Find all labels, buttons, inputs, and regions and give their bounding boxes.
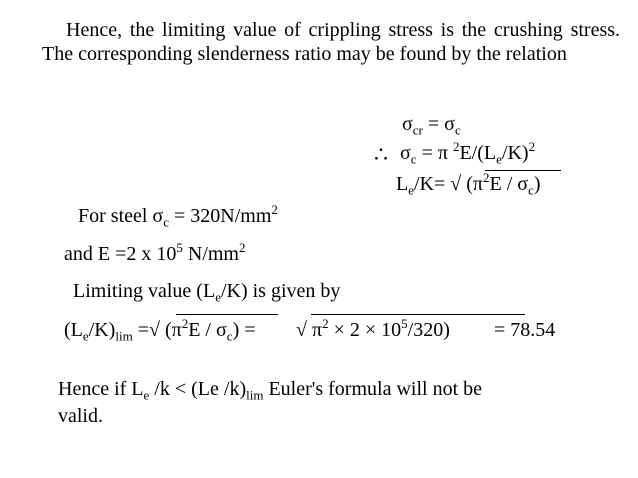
elastic-modulus: and E =2 x $10^5$ $N/mm^2$ [64, 240, 246, 265]
intro-paragraph [42, 18, 620, 66]
limiting-value-text: Limiting value $(L_e/K)$ is given by [73, 280, 341, 305]
intro-line-3: relation [505, 43, 567, 65]
radical-overline-2 [176, 314, 278, 315]
conclusion-line-1: Hence if $L_e$ /k < (Le $/k)_{lim}$ Euler's formula will not be [58, 378, 483, 403]
limiting-ratio-substitution: √ $\pi^2 \times 2 \times 10^5/320$) [296, 316, 450, 341]
therefore-symbol: ∴ [374, 142, 388, 167]
equation-sigma-c-euler: $\sigma_c = \pi$ $^2E/(L_e/K)^2$ [400, 139, 536, 167]
intro-line-2: stress. The corresponding slenderness ratio may be found by the [42, 19, 621, 65]
equation-slenderness: $L_e/K=$ √ $(\pi^2E / \sigma_c)$ [396, 170, 541, 198]
radical-overline-3 [311, 314, 525, 315]
conclusion-line-2: valid. [58, 405, 103, 427]
radical-overline-1 [485, 170, 561, 171]
intro-line-1: Hence, the limiting value of crippling stress is the crushing [66, 19, 563, 41]
steel-crushing-stress: For steel $\sigma_c = 320N/mm^2$ [78, 202, 278, 230]
equation-sigma-cr: $\sigma_{cr} = \sigma_c$ [402, 113, 461, 138]
limiting-ratio-result: = 78.54 [494, 319, 556, 341]
limiting-ratio-calculation: $(L_e/K)_{lim}$ =√ $(\pi^2E / \sigma_c)$ = [64, 316, 256, 344]
